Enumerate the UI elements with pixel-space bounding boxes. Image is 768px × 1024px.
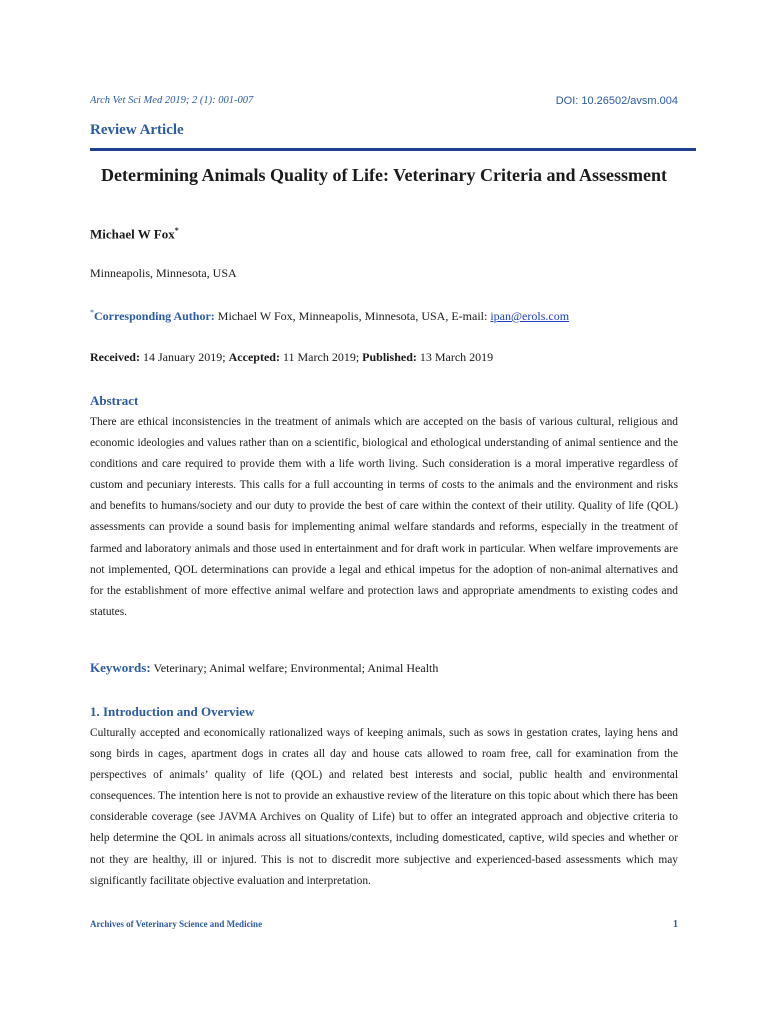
email-link[interactable]: ipan@erols.com — [490, 309, 570, 323]
corresponding-mark: * — [90, 308, 94, 317]
corresponding-label: Corresponding Author: — [94, 309, 215, 323]
introduction-heading: 1. Introduction and Overview — [90, 704, 255, 719]
keywords-label: Keywords: — [90, 660, 151, 675]
accepted-date: 11 March 2019; — [279, 350, 363, 364]
keywords — [90, 660, 438, 676]
header-rule — [90, 148, 696, 151]
article-dates — [90, 350, 493, 365]
abstract-heading: Abstract — [90, 393, 139, 408]
journal-citation: Arch Vet Sci Med 2019; 2 (1): 001-007 — [90, 95, 254, 106]
affiliation: Minneapolis, Minnesota, USA — [90, 266, 237, 280]
author-name: Michael W Fox — [90, 226, 175, 242]
introduction-text: Culturally accepted and economically rationalized ways of keeping animals, such as sows in gestation crates, laying hens and song birds in cages, apartment dogs in crates all day and house cats allowed to roam free, call for examination from the perspectives of animals’ quality of life (QOL) and related best interests and social, public health and environmental consequences. The intention here is not to provide an exhaustive review of the literature on this topic about which there has been considerable coverage (see JAVMA Archives on Quality of Life) but to offer an integrated approach and objective criteria to help determine the QOL in animals across all situations/contexts, including domesticated, captive, wild species and whether or not they are healthy, ill or injured. This is not to discredit more subjective and experienced-based assessments which may significantly facilitate objective evaluation and interpretation. — [90, 727, 678, 887]
running-head — [90, 95, 678, 109]
author-mark: * — [174, 226, 179, 235]
keywords-text: Veterinary; Animal welfare; Environmental; Animal Health — [150, 661, 439, 675]
published-label: Published: — [362, 350, 417, 364]
published-date: 13 March 2019 — [416, 350, 494, 364]
doi[interactable]: DOI: 10.26502/avsm.004 — [555, 95, 678, 107]
received-label: Received: — [90, 350, 140, 364]
page-number: 1 — [673, 919, 678, 930]
paper-title: Determining Animals Quality of Life: Veterinary Criteria and Assessment — [101, 165, 667, 185]
footer-journal: Archives of Veterinary Science and Medicine — [90, 919, 263, 929]
page-footer — [90, 919, 678, 933]
author-line — [90, 226, 179, 242]
accepted-label: Accepted: — [228, 350, 280, 364]
corresponding-text: Michael W Fox, Minneapolis, Minnesota, USA, E-mail: — [214, 309, 491, 323]
article-type: Review Article — [90, 122, 184, 138]
corresponding-author — [90, 308, 690, 324]
received-date: 14 January 2019; — [139, 350, 229, 364]
abstract-text: There are ethical inconsistencies in the treatment of animals which are accepted on the basis of various cultural, religious and economic ideologies and values rather than on a scientific, biological and ethological understanding of animal sentience and the conditions and care required to provide them with a life worth living. Such consideration is a moral imperative regardless of custom and pecuniary interests. This calls for a full accounting in terms of costs to the animals and the environment and risks and benefits to humans/society and our duty to provide the best of care within the context of their utility. Quality of life (QOL) assessments can provide a sound basis for implementing animal welfare standards and reforms, especially in the treatment of farmed and laboratory animals and those used in entertainment and for draft work in particular. When welfare improvements are not implemented, QOL determinations can provide a legal and ethical impetus for the adoption of non-animal alternatives and for the establishment of more effective animal welfare and protection laws and appropriate amendments to existing codes and statutes. — [90, 416, 678, 618]
